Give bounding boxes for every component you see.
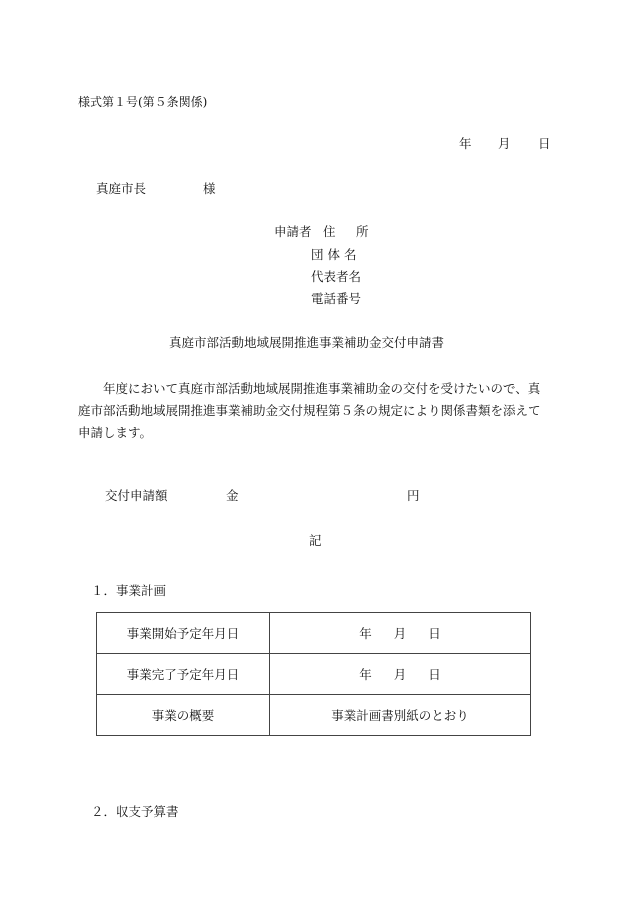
body-line-1: 年度において真庭市部活動地域展開推進事業補助金の交付を受けたいので、真	[78, 381, 541, 396]
grant-amount-prefix: 金	[226, 488, 239, 503]
form-number: 様式第１号(第５条関係)	[78, 95, 208, 109]
date-year-label: 年	[459, 136, 472, 151]
end-year-label: 年	[359, 667, 372, 682]
address-label-part1: 住	[323, 224, 336, 239]
ki-heading: 記	[309, 533, 322, 548]
start-day-label: 日	[428, 626, 441, 641]
phone-label: 電話番号	[311, 291, 362, 306]
end-day-label: 日	[428, 667, 441, 682]
start-date-label: 事業開始予定年月日	[97, 613, 270, 654]
document-title: 真庭市部活動地域展開推進事業補助金交付申請書	[169, 335, 445, 350]
applicant-label: 申請者	[274, 224, 312, 239]
start-date-value	[270, 613, 531, 654]
grant-amount-label: 交付申請額	[105, 488, 168, 503]
start-date-ymd	[359, 626, 441, 641]
body-line-2: 庭市部活動地域展開推進事業補助金交付規程第５条の規定により関係書類を添えて	[78, 403, 541, 418]
date-month-label: 月	[498, 136, 511, 151]
start-year-label: 年	[359, 626, 372, 641]
representative-label: 代表者名	[311, 269, 362, 284]
addressee-name: 真庭市長	[96, 181, 147, 196]
overview-value: 事業計画書別紙のとおり	[270, 695, 531, 736]
end-month-label: 月	[393, 667, 407, 682]
table-row	[97, 695, 531, 736]
body-line-3: 申請します。	[78, 425, 153, 440]
overview-label: 事業の概要	[97, 695, 270, 736]
date-day-label: 日	[538, 136, 551, 151]
end-date-ymd	[359, 667, 441, 682]
group-name-label: 団 体 名	[311, 247, 357, 262]
table-row	[97, 654, 531, 695]
body-paragraph	[78, 378, 552, 444]
address-label-part2: 所	[356, 224, 369, 239]
section1-heading: １．事業計画	[91, 583, 167, 598]
table-row	[97, 613, 531, 654]
grant-amount-unit: 円	[407, 488, 420, 503]
section2-heading: ２．収支予算書	[91, 804, 179, 819]
addressee-honorific: 様	[203, 181, 216, 196]
start-month-label: 月	[393, 626, 407, 641]
end-date-value	[270, 654, 531, 695]
business-plan-table	[96, 612, 531, 736]
end-date-label: 事業完了予定年月日	[97, 654, 270, 695]
